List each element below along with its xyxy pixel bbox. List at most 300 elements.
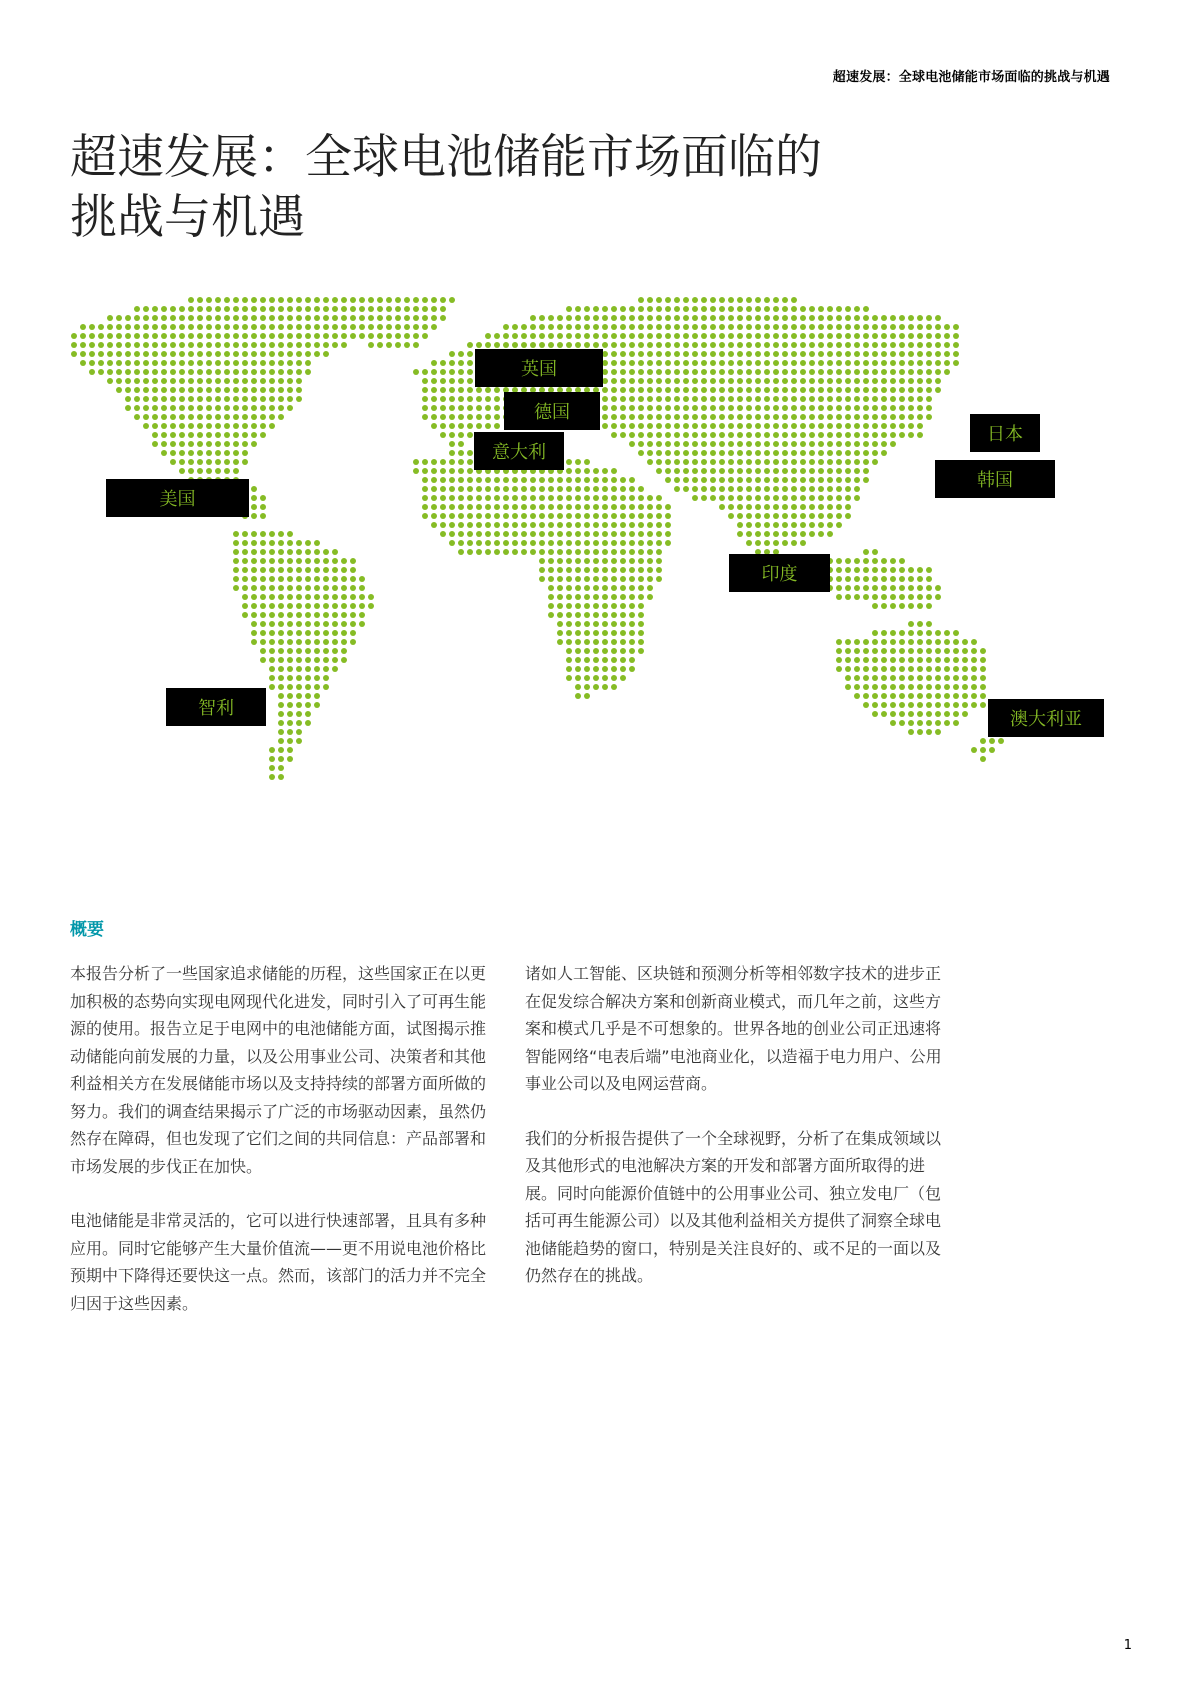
map-dot: [485, 531, 491, 537]
map-dot: [260, 360, 266, 366]
map-dot: [809, 396, 815, 402]
map-dot: [485, 513, 491, 519]
map-dot: [773, 495, 779, 501]
map-dot: [584, 666, 590, 672]
map-dot: [287, 657, 293, 663]
map-dot: [206, 324, 212, 330]
map-dot: [170, 315, 176, 321]
map-dot: [431, 297, 437, 303]
map-dot: [314, 324, 320, 330]
map-dot: [575, 513, 581, 519]
map-dot: [971, 666, 977, 672]
map-dot: [746, 297, 752, 303]
map-dot: [287, 351, 293, 357]
map-dot: [917, 405, 923, 411]
map-dot: [125, 333, 131, 339]
map-dot: [332, 630, 338, 636]
map-dot: [539, 522, 545, 528]
map-dot: [152, 360, 158, 366]
map-dot: [251, 486, 257, 492]
map-dot: [872, 693, 878, 699]
map-dot: [827, 423, 833, 429]
map-dot: [917, 396, 923, 402]
map-dot: [350, 324, 356, 330]
map-dot: [350, 621, 356, 627]
map-dot: [845, 324, 851, 330]
map-dot: [305, 324, 311, 330]
map-dot: [314, 693, 320, 699]
map-dot: [890, 711, 896, 717]
map-dot: [872, 657, 878, 663]
map-dot: [278, 594, 284, 600]
map-dot: [161, 405, 167, 411]
map-dot: [800, 450, 806, 456]
map-dot: [917, 684, 923, 690]
map-dot: [152, 369, 158, 375]
map-dot: [755, 432, 761, 438]
map-dot: [314, 576, 320, 582]
map-dot: [404, 333, 410, 339]
map-dot: [719, 297, 725, 303]
map-dot: [953, 666, 959, 672]
map-dot: [656, 414, 662, 420]
map-dot: [836, 567, 842, 573]
map-dot: [791, 360, 797, 366]
map-dot: [269, 306, 275, 312]
map-dot: [773, 423, 779, 429]
map-dot: [710, 387, 716, 393]
map-dot: [143, 396, 149, 402]
map-dot: [161, 351, 167, 357]
map-dot: [782, 315, 788, 321]
map-dot: [926, 711, 932, 717]
summary-heading: 概要: [70, 920, 104, 940]
map-dot: [260, 495, 266, 501]
map-dot: [233, 459, 239, 465]
map-dot: [287, 648, 293, 654]
map-dot: [908, 675, 914, 681]
map-dot: [287, 684, 293, 690]
map-dot: [881, 342, 887, 348]
map-dot: [926, 603, 932, 609]
map-dot: [134, 378, 140, 384]
map-dot: [719, 306, 725, 312]
map-dot: [296, 585, 302, 591]
map-dot: [683, 486, 689, 492]
map-dot: [584, 585, 590, 591]
map-dot: [260, 513, 266, 519]
map-dot: [278, 342, 284, 348]
map-dot: [161, 333, 167, 339]
map-dot: [314, 648, 320, 654]
map-dot: [863, 396, 869, 402]
map-dot: [701, 441, 707, 447]
map-dot: [656, 423, 662, 429]
map-dot: [314, 315, 320, 321]
map-dot: [944, 342, 950, 348]
map-dot: [719, 378, 725, 384]
map-dot: [899, 666, 905, 672]
map-dot: [638, 387, 644, 393]
map-dot: [206, 405, 212, 411]
map-dot: [242, 576, 248, 582]
map-dot: [296, 369, 302, 375]
map-dot: [233, 549, 239, 555]
map-dot: [269, 378, 275, 384]
summary-column-left: [70, 960, 500, 1344]
map-dot: [746, 405, 752, 411]
map-dot: [899, 423, 905, 429]
map-dot: [350, 567, 356, 573]
map-dot: [818, 360, 824, 366]
map-dot: [260, 324, 266, 330]
map-dot: [566, 666, 572, 672]
map-dot: [566, 477, 572, 483]
map-dot: [188, 432, 194, 438]
map-dot: [944, 675, 950, 681]
map-dot: [458, 423, 464, 429]
map-dot: [791, 306, 797, 312]
map-dot: [980, 738, 986, 744]
map-dot: [620, 423, 626, 429]
map-dot: [233, 567, 239, 573]
map-dot: [764, 477, 770, 483]
map-dot: [710, 360, 716, 366]
map-dot: [710, 405, 716, 411]
map-dot: [809, 342, 815, 348]
map-dot: [746, 423, 752, 429]
map-label-india: 印度: [729, 554, 830, 592]
map-dot: [467, 432, 473, 438]
map-dot: [233, 369, 239, 375]
map-dot: [791, 531, 797, 537]
map-dot: [890, 369, 896, 375]
map-dot: [809, 513, 815, 519]
map-dot: [674, 297, 680, 303]
map-dot: [710, 351, 716, 357]
map-dot: [962, 684, 968, 690]
map-dot: [863, 702, 869, 708]
map-dot: [827, 405, 833, 411]
map-dot: [827, 450, 833, 456]
map-dot: [359, 315, 365, 321]
map-dot: [674, 315, 680, 321]
map-dot: [296, 351, 302, 357]
map-dot: [305, 549, 311, 555]
map-dot: [701, 297, 707, 303]
map-dot: [575, 333, 581, 339]
map-dot: [287, 585, 293, 591]
map-dot: [890, 648, 896, 654]
map-dot: [872, 459, 878, 465]
summary-column-right: [525, 960, 955, 1317]
map-dot: [251, 558, 257, 564]
page-title-line-2: 挑战与机遇: [70, 190, 305, 245]
map-dot: [611, 414, 617, 420]
map-dot: [485, 504, 491, 510]
map-dot: [773, 396, 779, 402]
map-dot: [827, 369, 833, 375]
map-dot: [926, 351, 932, 357]
map-dot: [287, 360, 293, 366]
map-dot: [854, 369, 860, 375]
map-dot: [485, 333, 491, 339]
map-dot: [917, 351, 923, 357]
map-dot: [242, 315, 248, 321]
map-dot: [899, 702, 905, 708]
map-dot: [665, 468, 671, 474]
map-dot: [674, 378, 680, 384]
map-dot: [917, 675, 923, 681]
map-dot: [854, 675, 860, 681]
map-dot: [557, 477, 563, 483]
map-dot: [269, 540, 275, 546]
summary-right-paragraph-2: 我们的分析报告提供了一个全球视野，分析了在集成领域以及其他形式的电池解决方案的开发和部署方面所取得的进展。同时向能源价值链中的公用事业公司、独立发电厂（包括可再生能源公司）以及其他利益相关方提供了洞察全球电池储能趋势的窗口，特别是关注良好的、或不足的一面以及仍然存在的挑战。: [525, 1128, 942, 1285]
map-dot: [305, 657, 311, 663]
map-dot: [899, 594, 905, 600]
map-dot: [656, 306, 662, 312]
map-dot: [125, 315, 131, 321]
map-dot: [440, 432, 446, 438]
map-dot: [125, 342, 131, 348]
map-dot: [647, 594, 653, 600]
map-dot: [233, 378, 239, 384]
map-dot: [620, 585, 626, 591]
map-dot: [881, 324, 887, 330]
map-dot: [629, 378, 635, 384]
map-dot: [908, 720, 914, 726]
map-dot: [818, 333, 824, 339]
map-dot: [611, 603, 617, 609]
map-dot: [746, 315, 752, 321]
map-dot: [458, 486, 464, 492]
map-dot: [710, 333, 716, 339]
map-dot: [278, 666, 284, 672]
map-dot: [422, 369, 428, 375]
map-dot: [251, 324, 257, 330]
map-dot: [107, 333, 113, 339]
map-dot: [305, 540, 311, 546]
map-dot: [755, 306, 761, 312]
map-dot: [737, 306, 743, 312]
map-dot: [683, 378, 689, 384]
map-dot: [881, 585, 887, 591]
map-dot: [422, 486, 428, 492]
map-dot: [566, 342, 572, 348]
map-dot: [422, 477, 428, 483]
map-dot: [647, 405, 653, 411]
map-dot: [881, 378, 887, 384]
map-dot: [674, 414, 680, 420]
map-dot: [944, 333, 950, 339]
map-dot: [251, 387, 257, 393]
map-dot: [638, 630, 644, 636]
map-dot: [746, 360, 752, 366]
map-dot: [665, 369, 671, 375]
map-dot: [854, 684, 860, 690]
map-dot: [251, 612, 257, 618]
map-dot: [845, 414, 851, 420]
map-dot: [881, 639, 887, 645]
map-dot: [485, 387, 491, 393]
map-dot: [836, 324, 842, 330]
map-dot: [287, 576, 293, 582]
map-dot: [638, 396, 644, 402]
map-dot: [926, 567, 932, 573]
map-dot: [638, 648, 644, 654]
map-dot: [854, 594, 860, 600]
map-dot: [395, 306, 401, 312]
map-dot: [899, 630, 905, 636]
map-dot: [827, 477, 833, 483]
map-dot: [791, 333, 797, 339]
map-dot: [737, 324, 743, 330]
map-dot: [611, 576, 617, 582]
map-dot: [134, 351, 140, 357]
map-dot: [854, 495, 860, 501]
map-dot: [746, 414, 752, 420]
map-dot: [143, 324, 149, 330]
map-dot: [728, 459, 734, 465]
map-dot: [737, 468, 743, 474]
map-dot: [377, 306, 383, 312]
map-dot: [233, 540, 239, 546]
map-dot: [647, 414, 653, 420]
map-dot: [116, 387, 122, 393]
map-dot: [620, 549, 626, 555]
map-dot: [944, 702, 950, 708]
map-dot: [197, 423, 203, 429]
map-dot: [575, 684, 581, 690]
map-dot: [701, 324, 707, 330]
map-dot: [287, 333, 293, 339]
map-dot: [791, 441, 797, 447]
map-dot: [476, 414, 482, 420]
map-dot: [269, 576, 275, 582]
map-dot: [773, 450, 779, 456]
map-dot: [278, 315, 284, 321]
map-dot: [467, 513, 473, 519]
map-dot: [548, 333, 554, 339]
map-dot: [656, 540, 662, 546]
map-dot: [440, 315, 446, 321]
map-dot: [854, 486, 860, 492]
map-dot: [746, 540, 752, 546]
map-dot: [179, 342, 185, 348]
map-dot: [134, 396, 140, 402]
map-dot: [656, 468, 662, 474]
map-dot: [170, 423, 176, 429]
map-dot: [287, 567, 293, 573]
map-dot: [863, 693, 869, 699]
map-dot: [206, 360, 212, 366]
map-dot: [611, 432, 617, 438]
map-dot: [296, 666, 302, 672]
map-dot: [926, 576, 932, 582]
map-dot: [863, 423, 869, 429]
map-dot: [323, 630, 329, 636]
map-dot: [719, 477, 725, 483]
map-dot: [620, 405, 626, 411]
map-dot: [782, 477, 788, 483]
map-dot: [899, 342, 905, 348]
map-dot: [755, 441, 761, 447]
map-dot: [251, 423, 257, 429]
map-dot: [197, 333, 203, 339]
map-dot: [647, 576, 653, 582]
map-dot: [683, 333, 689, 339]
map-dot: [818, 342, 824, 348]
map-dot: [260, 585, 266, 591]
map-dot: [332, 594, 338, 600]
map-dot: [251, 396, 257, 402]
map-dot: [323, 666, 329, 672]
map-dot: [854, 450, 860, 456]
map-dot: [323, 306, 329, 312]
map-dot: [755, 459, 761, 465]
map-dot: [692, 387, 698, 393]
map-dot: [440, 495, 446, 501]
map-dot: [665, 360, 671, 366]
map-dot: [278, 603, 284, 609]
map-dot: [485, 495, 491, 501]
map-dot: [575, 648, 581, 654]
map-dot: [575, 666, 581, 672]
page-title-line-1: 超速发展：全球电池储能市场面临的: [70, 130, 822, 185]
map-dot: [152, 315, 158, 321]
map-dot: [458, 441, 464, 447]
map-dot: [710, 432, 716, 438]
map-dot: [503, 549, 509, 555]
map-dot: [539, 540, 545, 546]
map-dot: [575, 522, 581, 528]
map-dot: [962, 666, 968, 672]
map-dot: [530, 333, 536, 339]
map-dot: [278, 657, 284, 663]
map-dot: [755, 315, 761, 321]
map-dot: [512, 522, 518, 528]
map-dot: [296, 306, 302, 312]
map-dot: [908, 702, 914, 708]
map-dot: [296, 621, 302, 627]
map-dot: [305, 702, 311, 708]
map-dot: [548, 585, 554, 591]
map-dot: [845, 639, 851, 645]
map-dot: [566, 486, 572, 492]
map-dot: [620, 657, 626, 663]
map-dot: [665, 441, 671, 447]
map-dot: [620, 666, 626, 672]
map-dot: [224, 315, 230, 321]
map-dot: [818, 306, 824, 312]
map-dot: [71, 351, 77, 357]
map-dot: [224, 459, 230, 465]
map-dot: [647, 396, 653, 402]
map-dot: [935, 594, 941, 600]
map-dot: [800, 333, 806, 339]
map-dot: [143, 414, 149, 420]
map-dot: [854, 405, 860, 411]
map-dot: [899, 684, 905, 690]
map-dot: [926, 360, 932, 366]
map-dot: [845, 468, 851, 474]
map-dot: [224, 333, 230, 339]
map-dot: [260, 378, 266, 384]
map-dot: [323, 315, 329, 321]
map-dot: [746, 477, 752, 483]
map-dot: [368, 324, 374, 330]
map-dot: [782, 423, 788, 429]
